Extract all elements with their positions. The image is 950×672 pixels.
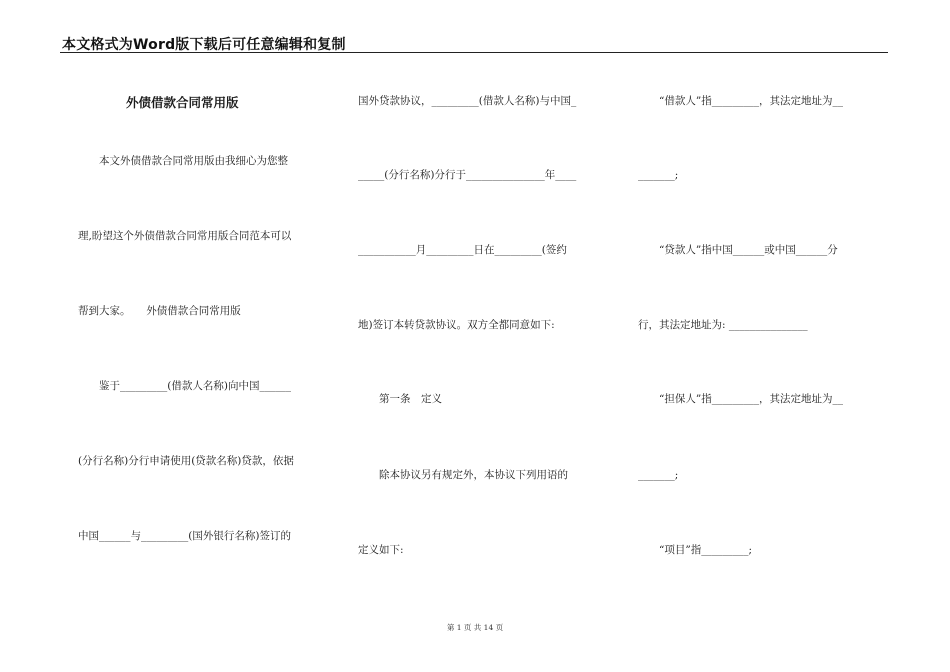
section-heading: 第一条 定义 (358, 393, 442, 405)
body-line: 本文外债借款合同常用版由我细心为您整 (78, 155, 288, 167)
body-line: ___________月_________日在_________(签约 (358, 244, 567, 256)
body-line: 定义如下: (358, 544, 404, 556)
body-line: 中国______与_________(国外银行名称)签订的 (78, 530, 291, 542)
body-line: “贷款人”指中国______或中国______分 (638, 244, 838, 256)
body-line: 理,盼望这个外债借款合同常用版合同范本可以 (78, 230, 292, 242)
body-line: “担保人”指_________，其法定地址为__ (638, 393, 843, 405)
body-line: 地)签订本转贷款协议。双方全都同意如下: (358, 319, 555, 331)
body-line: _____(分行名称)分行于_______________年____ (358, 169, 577, 181)
document-title: 外债借款合同常用版 (126, 95, 239, 110)
page-footer: 第 1 页 共 14 页 (446, 623, 504, 632)
body-line: “借款人”指_________，其法定地址为__ (638, 95, 843, 107)
body-line: (分行名称)分行申请使用(贷款名称)贷款，依据 (78, 455, 294, 467)
body-line: _______; (638, 469, 679, 481)
body-line: 国外贷款协议，_________(借款人名称)与中国_ (358, 95, 577, 107)
body-line: 除本协议另有规定外，本协议下列用语的 (358, 469, 568, 481)
banner-rule (60, 52, 888, 53)
body-line: 帮到大家。 外债借款合同常用版 (78, 305, 241, 317)
body-line: _______; (638, 169, 679, 181)
document-banner: 本文格式为Word版下载后可任意编辑和复制 (62, 37, 346, 53)
body-line: 行，其法定地址为: _______________ (638, 319, 808, 331)
body-line: 鉴于_________(借款人名称)向中国______ (78, 380, 291, 392)
body-line: “项目”指_________; (638, 544, 753, 556)
